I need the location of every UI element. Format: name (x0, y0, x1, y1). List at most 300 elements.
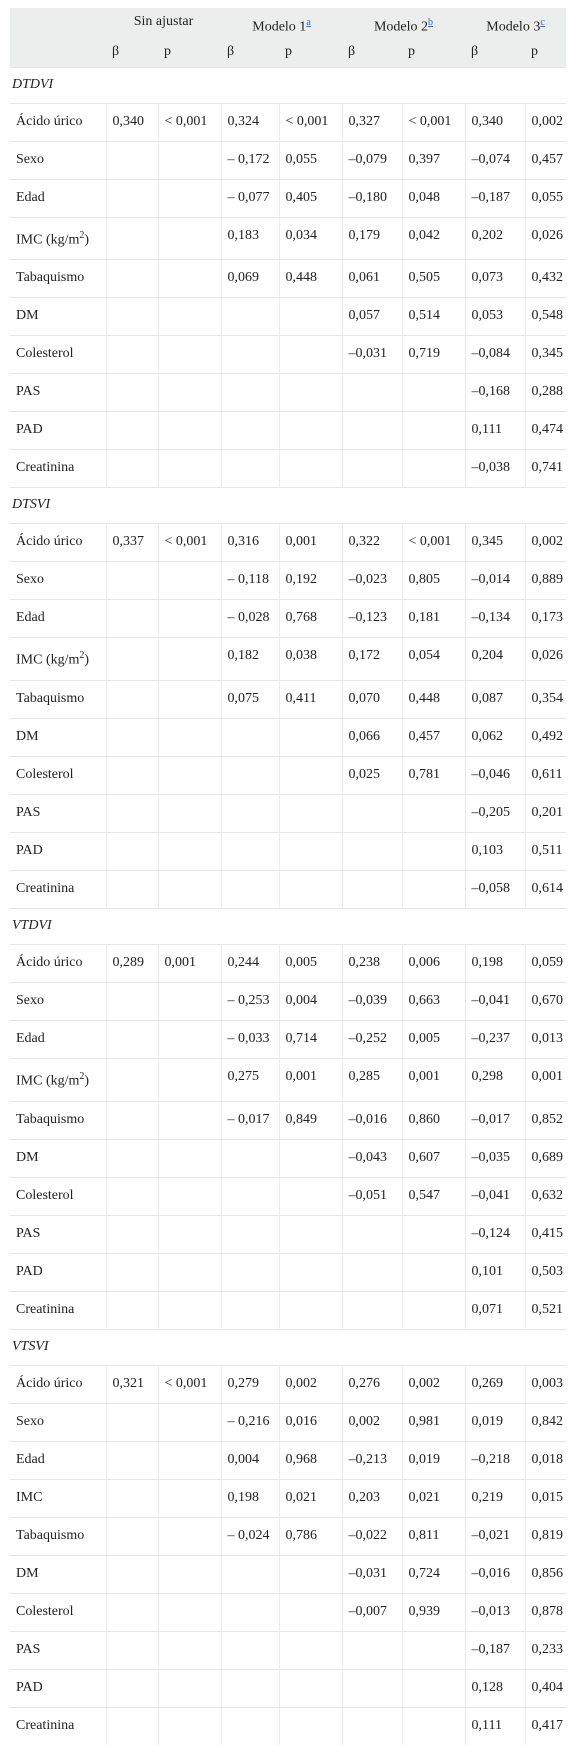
p-value-cell (158, 870, 221, 908)
beta-cell: 0,202 (465, 217, 525, 260)
beta-cell (106, 1403, 158, 1441)
row-label: Tabaquismo (10, 1101, 106, 1139)
p-value-cell (158, 1517, 221, 1555)
beta-cell (106, 1479, 158, 1517)
header-subcol-row (10, 40, 566, 68)
p-value-cell (158, 680, 221, 718)
beta-cell: 0,004 (221, 1441, 279, 1479)
p-value-cell: 0,026 (525, 217, 566, 260)
table-row (10, 870, 566, 908)
p-value-cell (158, 1593, 221, 1631)
beta-cell (221, 1593, 279, 1631)
p-value-cell (158, 141, 221, 179)
p-value-cell: 0,233 (525, 1631, 566, 1669)
beta-cell: 0,019 (465, 1403, 525, 1441)
beta-cell: 0,276 (342, 1365, 402, 1403)
p-value-cell: 0,417 (525, 1707, 566, 1745)
row-label: PAD (10, 832, 106, 870)
beta-cell: 0,061 (342, 260, 402, 298)
p-value-cell: < 0,001 (402, 524, 465, 562)
beta-cell (221, 1707, 279, 1745)
p-value-cell: 0,054 (402, 638, 465, 681)
beta-cell (106, 374, 158, 412)
beta-cell: –0,017 (465, 1101, 525, 1139)
p-value-cell: 0,001 (158, 944, 221, 982)
p-value-cell (158, 982, 221, 1020)
section-title: DTSVI (10, 488, 566, 524)
row-label: Edad (10, 1020, 106, 1058)
p-value-cell (402, 1669, 465, 1707)
p-value-cell: 0,173 (525, 600, 566, 638)
row-label: Sexo (10, 141, 106, 179)
beta-cell: 0,087 (465, 680, 525, 718)
beta-cell: –0,023 (342, 562, 402, 600)
beta-cell (221, 1139, 279, 1177)
beta-cell (342, 1291, 402, 1329)
beta-cell (342, 1253, 402, 1291)
p-value-cell: 0,670 (525, 982, 566, 1020)
beta-cell: –0,180 (342, 179, 402, 217)
p-value-cell (158, 1215, 221, 1253)
beta-cell: –0,074 (465, 141, 525, 179)
p-value-cell: 0,981 (402, 1403, 465, 1441)
p-value-cell: 0,059 (525, 944, 566, 982)
beta-cell (221, 1291, 279, 1329)
row-label: IMC $(kg/m^2)$ (10, 638, 106, 681)
beta-cell (342, 870, 402, 908)
beta-cell (221, 374, 279, 412)
p-value-cell: 0,724 (402, 1555, 465, 1593)
beta-cell (221, 756, 279, 794)
beta-cell (342, 1707, 402, 1745)
table-row (10, 638, 566, 681)
row-label: PAS (10, 1215, 106, 1253)
p-value-cell: 0,034 (279, 217, 342, 260)
table-row (10, 982, 566, 1020)
beta-cell (106, 756, 158, 794)
p-value-cell (158, 1101, 221, 1139)
subcol-p: p (525, 40, 566, 68)
beta-cell: 0,025 (342, 756, 402, 794)
table-row (10, 718, 566, 756)
p-value-cell: 0,002 (525, 524, 566, 562)
row-label: Tabaquismo (10, 680, 106, 718)
header-group-modelo-2: Modelo 2$^b$ (342, 8, 465, 40)
beta-cell: 0,101 (465, 1253, 525, 1291)
row-label: Creatinina (10, 450, 106, 488)
p-value-cell: 0,492 (525, 718, 566, 756)
table-row (10, 450, 566, 488)
p-value-cell (158, 260, 221, 298)
p-value-cell (279, 1669, 342, 1707)
beta-cell (221, 1669, 279, 1707)
row-label: PAS (10, 1631, 106, 1669)
beta-cell (106, 794, 158, 832)
beta-cell (106, 1631, 158, 1669)
table-row (10, 1517, 566, 1555)
p-value-cell (279, 412, 342, 450)
footnote-link-b[interactable]: b (428, 17, 434, 28)
beta-cell (106, 1177, 158, 1215)
table-row (10, 103, 566, 141)
row-label: IMC $(kg/m^2)$ (10, 1058, 106, 1101)
p-value-cell (158, 1020, 221, 1058)
beta-cell: – 0,024 (221, 1517, 279, 1555)
footnote-link-c[interactable]: c (540, 17, 545, 28)
beta-cell (106, 298, 158, 336)
p-value-cell: 0,719 (402, 336, 465, 374)
p-value-cell: < 0,001 (402, 103, 465, 141)
row-label: DM (10, 298, 106, 336)
p-value-cell: 0,002 (402, 1365, 465, 1403)
p-value-cell (402, 870, 465, 908)
beta-cell: 0,203 (342, 1479, 402, 1517)
table-row (10, 794, 566, 832)
beta-cell: 0,062 (465, 718, 525, 756)
beta-cell (106, 1020, 158, 1058)
table-row (10, 1253, 566, 1291)
subcol-p: p (279, 40, 342, 68)
beta-cell (221, 1215, 279, 1253)
row-label: Edad (10, 179, 106, 217)
beta-cell: 0,238 (342, 944, 402, 982)
beta-cell (106, 638, 158, 681)
beta-cell: –0,014 (465, 562, 525, 600)
p-value-cell: 0,021 (279, 1479, 342, 1517)
p-value-cell: 0,026 (525, 638, 566, 681)
beta-cell: – 0,033 (221, 1020, 279, 1058)
p-value-cell (279, 450, 342, 488)
p-value-cell (279, 298, 342, 336)
p-value-cell: 0,511 (525, 832, 566, 870)
beta-cell: 0,111 (465, 412, 525, 450)
section-title: DTDVI (10, 67, 566, 103)
beta-cell: 0,053 (465, 298, 525, 336)
p-value-cell: 0,181 (402, 600, 465, 638)
p-value-cell (279, 1631, 342, 1669)
p-value-cell: 0,003 (525, 1365, 566, 1403)
beta-cell: 0,279 (221, 1365, 279, 1403)
beta-cell: 0,103 (465, 832, 525, 870)
table-row (10, 944, 566, 982)
beta-cell: –0,051 (342, 1177, 402, 1215)
p-value-cell (158, 1058, 221, 1101)
p-value-cell (279, 1593, 342, 1631)
beta-cell (106, 141, 158, 179)
p-value-cell (158, 638, 221, 681)
beta-cell: –0,058 (465, 870, 525, 908)
beta-cell (106, 1555, 158, 1593)
p-value-cell: 0,001 (279, 1058, 342, 1101)
p-value-cell (402, 1215, 465, 1253)
p-value-cell: 0,860 (402, 1101, 465, 1139)
beta-cell: 0,285 (342, 1058, 402, 1101)
p-value-cell: 0,849 (279, 1101, 342, 1139)
row-label: Ácido úrico (10, 524, 106, 562)
p-value-cell (158, 1669, 221, 1707)
beta-cell: 0,198 (465, 944, 525, 982)
row-label: Colesterol (10, 1593, 106, 1631)
beta-cell: –0,168 (465, 374, 525, 412)
p-value-cell: 0,514 (402, 298, 465, 336)
beta-cell: 0,321 (106, 1365, 158, 1403)
subcol-beta: β (465, 40, 525, 68)
beta-cell: 0,298 (465, 1058, 525, 1101)
row-label: IMC $(kg/m^2)$ (10, 217, 106, 260)
row-label: Edad (10, 1441, 106, 1479)
row-label: Tabaquismo (10, 260, 106, 298)
beta-cell: –0,043 (342, 1139, 402, 1177)
p-value-cell: 0,397 (402, 141, 465, 179)
p-value-cell (402, 1291, 465, 1329)
section-header-row (10, 67, 566, 103)
table-row (10, 524, 566, 562)
beta-cell: 0,182 (221, 638, 279, 681)
beta-cell: –0,123 (342, 600, 402, 638)
beta-cell (106, 680, 158, 718)
p-value-cell: 0,432 (525, 260, 566, 298)
p-value-cell: 0,001 (402, 1058, 465, 1101)
beta-cell (342, 1631, 402, 1669)
beta-cell: –0,213 (342, 1441, 402, 1479)
p-value-cell: 0,811 (402, 1517, 465, 1555)
table-row (10, 1479, 566, 1517)
beta-cell (106, 1707, 158, 1745)
p-value-cell (279, 718, 342, 756)
p-value-cell: 0,002 (525, 103, 566, 141)
p-value-cell: 0,852 (525, 1101, 566, 1139)
p-value-cell: 0,663 (402, 982, 465, 1020)
beta-cell: –0,031 (342, 336, 402, 374)
p-value-cell: 0,607 (402, 1139, 465, 1177)
beta-cell: – 0,216 (221, 1403, 279, 1441)
beta-cell: –0,007 (342, 1593, 402, 1631)
beta-cell (221, 298, 279, 336)
p-value-cell: 0,805 (402, 562, 465, 600)
p-value-cell (279, 756, 342, 794)
p-value-cell (279, 794, 342, 832)
p-value-cell (158, 179, 221, 217)
p-value-cell: 0,856 (525, 1555, 566, 1593)
row-label: DM (10, 718, 106, 756)
p-value-cell: 0,614 (525, 870, 566, 908)
p-value-cell (279, 1177, 342, 1215)
p-value-cell (402, 832, 465, 870)
p-value-cell (279, 336, 342, 374)
beta-cell (106, 1215, 158, 1253)
footnote-link-a[interactable]: a (306, 17, 311, 28)
row-label: Creatinina (10, 1291, 106, 1329)
header-group-modelo-3: Modelo 3$^c$ (465, 8, 566, 40)
beta-cell (106, 179, 158, 217)
table-row (10, 374, 566, 412)
header-group-sin-ajustar: Sin ajustar (106, 8, 221, 40)
p-value-cell: 0,457 (525, 141, 566, 179)
p-value-cell: 0,016 (279, 1403, 342, 1441)
beta-cell: 0,337 (106, 524, 158, 562)
p-value-cell: 0,042 (402, 217, 465, 260)
beta-cell: 0,324 (221, 103, 279, 141)
p-value-cell: 0,038 (279, 638, 342, 681)
row-label: Ácido úrico (10, 1365, 106, 1403)
row-label: Creatinina (10, 1707, 106, 1745)
beta-cell (221, 450, 279, 488)
p-value-cell (158, 562, 221, 600)
beta-cell: –0,205 (465, 794, 525, 832)
p-value-cell: 0,192 (279, 562, 342, 600)
p-value-cell: 0,448 (279, 260, 342, 298)
table-row (10, 1403, 566, 1441)
beta-cell: 0,070 (342, 680, 402, 718)
p-value-cell (158, 450, 221, 488)
beta-cell: – 0,077 (221, 179, 279, 217)
p-value-cell: 0,939 (402, 1593, 465, 1631)
section-header-row (10, 908, 566, 944)
beta-cell (342, 1215, 402, 1253)
beta-cell: –0,041 (465, 982, 525, 1020)
p-value-cell (279, 374, 342, 412)
p-value-cell (158, 756, 221, 794)
beta-cell (106, 1139, 158, 1177)
beta-cell (106, 260, 158, 298)
p-value-cell (158, 1177, 221, 1215)
p-value-cell (158, 1253, 221, 1291)
p-value-cell (158, 1555, 221, 1593)
beta-cell (106, 832, 158, 870)
table-row (10, 217, 566, 260)
p-value-cell: < 0,001 (158, 524, 221, 562)
beta-cell (106, 870, 158, 908)
header-empty-cell (10, 8, 106, 40)
beta-cell (106, 718, 158, 756)
p-value-cell (158, 336, 221, 374)
p-value-cell (279, 1215, 342, 1253)
beta-cell (106, 1101, 158, 1139)
row-label: IMC (10, 1479, 106, 1517)
beta-cell (221, 1555, 279, 1593)
p-value-cell: 0,781 (402, 756, 465, 794)
p-value-cell (402, 374, 465, 412)
section-title: VTSVI (10, 1329, 566, 1365)
beta-cell (221, 1253, 279, 1291)
beta-cell (221, 832, 279, 870)
beta-cell: –0,079 (342, 141, 402, 179)
table-row (10, 1441, 566, 1479)
p-value-cell: 0,521 (525, 1291, 566, 1329)
beta-cell (106, 217, 158, 260)
p-value-cell: 0,689 (525, 1139, 566, 1177)
p-value-cell (158, 1631, 221, 1669)
table-row (10, 298, 566, 336)
beta-cell (106, 1058, 158, 1101)
p-value-cell: 0,015 (525, 1479, 566, 1517)
p-value-cell (279, 870, 342, 908)
p-value-cell: 0,505 (402, 260, 465, 298)
p-value-cell (402, 1631, 465, 1669)
table-row (10, 1669, 566, 1707)
beta-cell: 0,198 (221, 1479, 279, 1517)
p-value-cell: 0,018 (525, 1441, 566, 1479)
beta-cell (342, 1669, 402, 1707)
p-value-cell: 0,411 (279, 680, 342, 718)
table-row (10, 1707, 566, 1745)
beta-cell: –0,187 (465, 1631, 525, 1669)
p-value-cell: 0,457 (402, 718, 465, 756)
beta-cell (221, 1631, 279, 1669)
p-value-cell: 0,005 (402, 1020, 465, 1058)
p-value-cell (279, 1139, 342, 1177)
table-row (10, 1365, 566, 1403)
p-value-cell: 0,404 (525, 1669, 566, 1707)
beta-cell: – 0,028 (221, 600, 279, 638)
p-value-cell (158, 600, 221, 638)
section-header-row (10, 1329, 566, 1365)
beta-cell: –0,187 (465, 179, 525, 217)
beta-cell: 0,327 (342, 103, 402, 141)
table-row (10, 336, 566, 374)
beta-cell: – 0,253 (221, 982, 279, 1020)
p-value-cell: 0,004 (279, 982, 342, 1020)
beta-cell (342, 450, 402, 488)
beta-cell (221, 870, 279, 908)
beta-cell (106, 982, 158, 1020)
p-value-cell (279, 1555, 342, 1593)
beta-cell: –0,022 (342, 1517, 402, 1555)
p-value-cell (158, 1291, 221, 1329)
subcol-beta: β (106, 40, 158, 68)
beta-cell (221, 1177, 279, 1215)
table-row (10, 1555, 566, 1593)
beta-cell: 0,172 (342, 638, 402, 681)
p-value-cell: 0,005 (279, 944, 342, 982)
row-label: Colesterol (10, 1177, 106, 1215)
p-value-cell (279, 1707, 342, 1745)
table-row (10, 412, 566, 450)
subcol-beta: β (342, 40, 402, 68)
beta-cell (342, 412, 402, 450)
p-value-cell (158, 1707, 221, 1745)
beta-cell: –0,134 (465, 600, 525, 638)
p-value-cell (158, 718, 221, 756)
p-value-cell: 0,448 (402, 680, 465, 718)
p-value-cell (402, 450, 465, 488)
p-value-cell: 0,611 (525, 756, 566, 794)
p-value-cell: 0,201 (525, 794, 566, 832)
header-group-row (10, 8, 566, 40)
row-label: Colesterol (10, 756, 106, 794)
row-label: Tabaquismo (10, 1517, 106, 1555)
regression-table (10, 8, 566, 1745)
beta-cell: –0,016 (342, 1101, 402, 1139)
p-value-cell: < 0,001 (158, 103, 221, 141)
table-row (10, 1215, 566, 1253)
beta-cell (106, 1291, 158, 1329)
row-label: PAD (10, 1253, 106, 1291)
row-label: Sexo (10, 1403, 106, 1441)
table-row (10, 260, 566, 298)
p-value-cell: 0,048 (402, 179, 465, 217)
beta-cell: 0,244 (221, 944, 279, 982)
beta-cell: 0,075 (221, 680, 279, 718)
beta-cell: –0,038 (465, 450, 525, 488)
beta-cell: 0,069 (221, 260, 279, 298)
beta-cell: 0,111 (465, 1707, 525, 1745)
table-row (10, 179, 566, 217)
p-value-cell: 0,013 (525, 1020, 566, 1058)
beta-cell: 0,289 (106, 944, 158, 982)
beta-cell: –0,046 (465, 756, 525, 794)
section-title: VTDVI (10, 908, 566, 944)
